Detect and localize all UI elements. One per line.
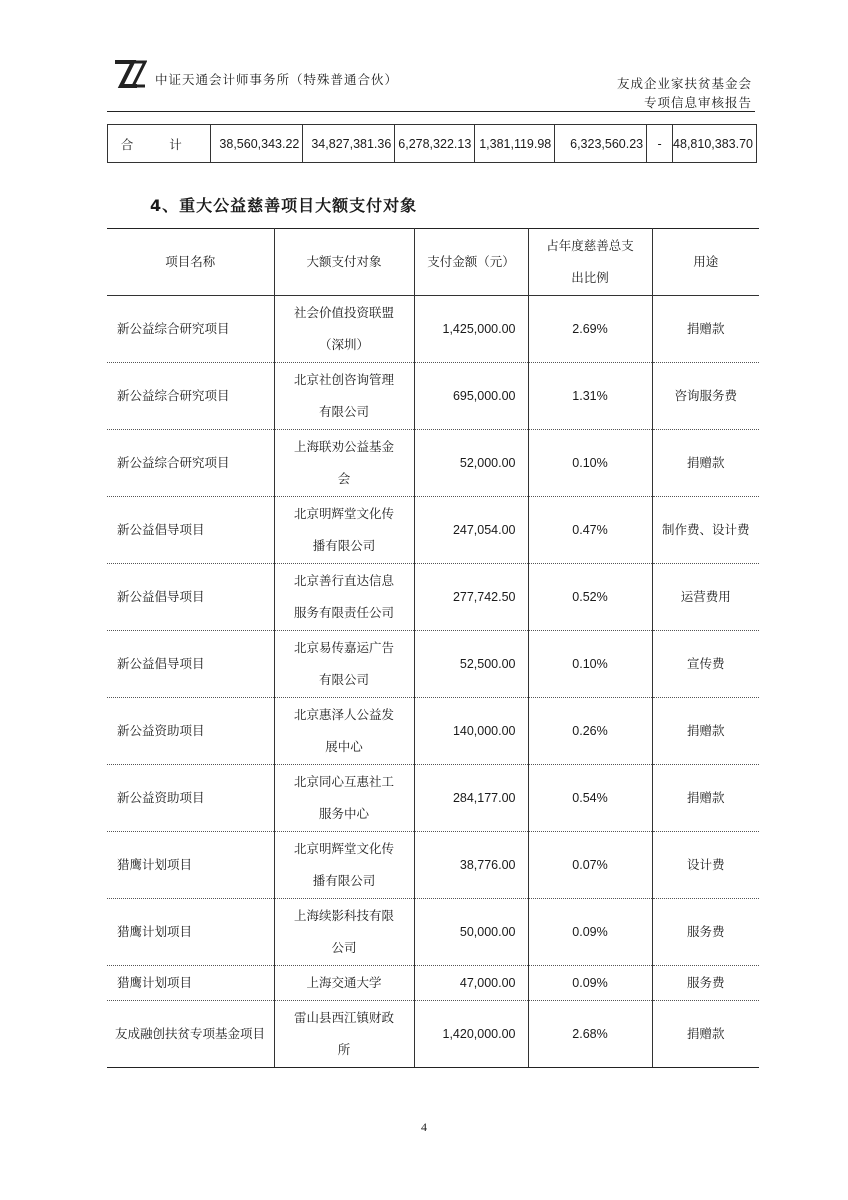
cell-ratio: 0.10%: [528, 430, 652, 497]
cell-ratio: 0.54%: [528, 765, 652, 832]
cell-usage: 服务费: [652, 966, 759, 1001]
table-row: [107, 832, 759, 899]
total-value: 48,810,383.70: [672, 125, 756, 163]
cell-amount: 277,742.50: [414, 564, 528, 631]
cell-payee: 北京明辉堂文化传播有限公司: [274, 832, 414, 899]
cell-payee: 北京同心互惠社工服务中心: [274, 765, 414, 832]
cell-payee: 北京惠泽人公益发展中心: [274, 698, 414, 765]
section-title: 4、重大公益慈善项目大额支付对象: [150, 196, 418, 215]
cell-project: 新公益资助项目: [107, 765, 274, 832]
table-row: [107, 899, 759, 966]
header-divider: [107, 111, 755, 112]
cell-amount: 284,177.00: [414, 765, 528, 832]
total-value: 1,381,119.98: [475, 125, 555, 163]
report-title-line1: 友成企业家扶贫基金会: [616, 76, 752, 91]
cell-usage: 捐赠款: [652, 698, 759, 765]
total-value: 38,560,343.22: [211, 125, 303, 163]
firm-name: 中证天通会计师事务所（特殊普通合伙）: [155, 72, 399, 87]
total-value: -: [647, 125, 673, 163]
cell-payee: 上海续影科技有限公司: [274, 899, 414, 966]
header-payee: 大额支付对象: [274, 229, 414, 296]
total-value: 34,827,381.36: [303, 125, 395, 163]
cell-ratio: 0.52%: [528, 564, 652, 631]
cell-project: 猎鹰计划项目: [107, 966, 274, 1001]
cell-project: 新公益资助项目: [107, 698, 274, 765]
cell-ratio: 0.07%: [528, 832, 652, 899]
cell-usage: 运营费用: [652, 564, 759, 631]
table-row: [107, 296, 759, 363]
cell-payee: 北京社创咨询管理有限公司: [274, 363, 414, 430]
cell-project: 新公益倡导项目: [107, 497, 274, 564]
table-row: [107, 430, 759, 497]
page-number: 4: [421, 1120, 427, 1134]
table-row: [107, 966, 759, 1001]
cell-ratio: 0.47%: [528, 497, 652, 564]
cell-payee: 上海联劝公益基金会: [274, 430, 414, 497]
table-row: [107, 1001, 759, 1068]
cell-amount: 247,054.00: [414, 497, 528, 564]
header-usage: 用途: [652, 229, 759, 296]
cell-project: 猎鹰计划项目: [107, 832, 274, 899]
header-ratio: 占年度慈善总支出比例: [528, 229, 652, 296]
cell-ratio: 2.68%: [528, 1001, 652, 1068]
cell-project: 新公益综合研究项目: [107, 430, 274, 497]
cell-usage: 捐赠款: [652, 1001, 759, 1068]
cell-payee: 雷山县西江镇财政所: [274, 1001, 414, 1068]
cell-payee: 北京易传嘉运广告有限公司: [274, 631, 414, 698]
table-row: [107, 363, 759, 430]
cell-amount: 140,000.00: [414, 698, 528, 765]
header-project: 项目名称: [107, 229, 274, 296]
table-header-row: [107, 229, 759, 296]
cell-amount: 52,000.00: [414, 430, 528, 497]
cell-ratio: 0.10%: [528, 631, 652, 698]
report-title: [617, 74, 752, 112]
cell-payee: 社会价值投资联盟（深圳）: [274, 296, 414, 363]
cell-amount: 47,000.00: [414, 966, 528, 1001]
table-row: [107, 564, 759, 631]
cell-project: 新公益综合研究项目: [107, 296, 274, 363]
cell-amount: 1,425,000.00: [414, 296, 528, 363]
cell-project: 新公益倡导项目: [107, 564, 274, 631]
total-value: 6,278,322.13: [395, 125, 475, 163]
cell-amount: 695,000.00: [414, 363, 528, 430]
firm-logo-icon: [113, 60, 147, 88]
cell-amount: 52,500.00: [414, 631, 528, 698]
total-row: [108, 125, 757, 163]
cell-usage: 宣传费: [652, 631, 759, 698]
cell-ratio: 2.69%: [528, 296, 652, 363]
table-row: [107, 698, 759, 765]
cell-usage: 捐赠款: [652, 765, 759, 832]
table-row: [107, 631, 759, 698]
cell-usage: 咨询服务费: [652, 363, 759, 430]
cell-payee: 上海交通大学: [274, 966, 414, 1001]
report-title-line2: 专项信息审核报告: [643, 95, 752, 110]
cell-project: 新公益倡导项目: [107, 631, 274, 698]
header-amount: 支付金额（元）: [414, 229, 528, 296]
cell-ratio: 0.09%: [528, 966, 652, 1001]
cell-usage: 制作费、设计费: [652, 497, 759, 564]
cell-project: 友成融创扶贫专项基金项目: [107, 1001, 274, 1068]
table-row: [107, 497, 759, 564]
cell-amount: 38,776.00: [414, 832, 528, 899]
cell-payee: 北京明辉堂文化传播有限公司: [274, 497, 414, 564]
payment-table: [107, 228, 759, 1068]
cell-amount: 1,420,000.00: [414, 1001, 528, 1068]
cell-ratio: 1.31%: [528, 363, 652, 430]
cell-payee: 北京善行直达信息服务有限责任公司: [274, 564, 414, 631]
cell-usage: 捐赠款: [652, 296, 759, 363]
cell-usage: 设计费: [652, 832, 759, 899]
cell-ratio: 0.09%: [528, 899, 652, 966]
cell-usage: 捐赠款: [652, 430, 759, 497]
cell-amount: 50,000.00: [414, 899, 528, 966]
total-table: [107, 124, 757, 163]
cell-project: 新公益综合研究项目: [107, 363, 274, 430]
cell-ratio: 0.26%: [528, 698, 652, 765]
table-row: [107, 765, 759, 832]
cell-project: 猎鹰计划项目: [107, 899, 274, 966]
cell-usage: 服务费: [652, 899, 759, 966]
total-label: 合 计: [108, 125, 211, 163]
total-value: 6,323,560.23: [555, 125, 647, 163]
